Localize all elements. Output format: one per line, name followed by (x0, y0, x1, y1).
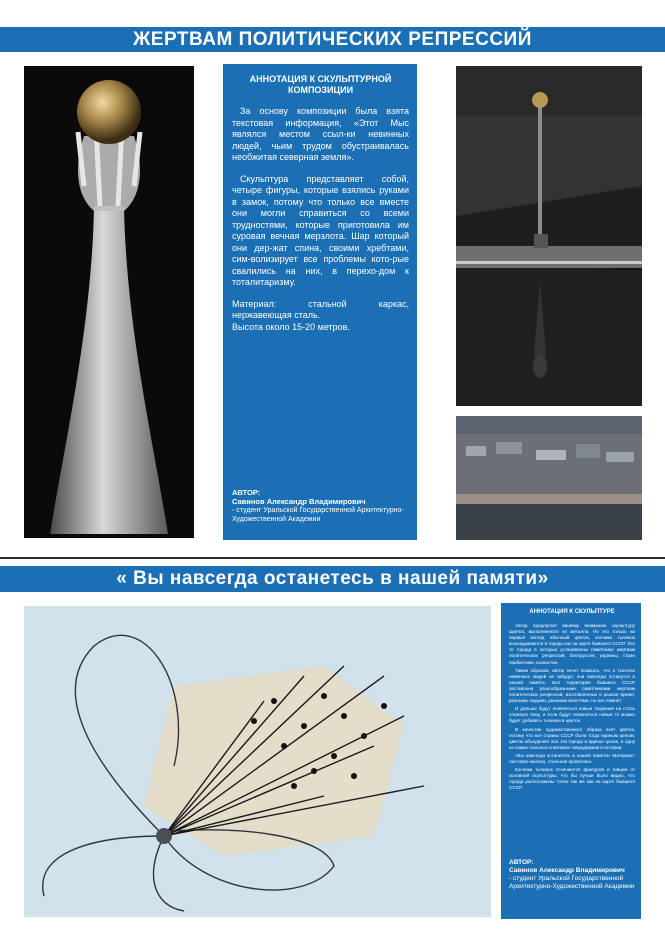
annotation-paragraph: За основу композиции была взята текстовая информация, «Этот Мыс являлся местом ссыл-ки невинных людей, чьим трудом обустраивалась необжитая северная земля». (232, 106, 409, 162)
town-view-image (456, 416, 642, 540)
annotation-paragraph: Автор предлагает вашему вниманию скульптуру Цветка, выполненного из металла. Но это только на первый взгляд обычный цветок, кончики тычинок выкладываются в города как на карте бывшего СССР. Это те города в которых установлены памятники жертвам политических репрессий, белоруссия, украины, стран прибалтики, казахстан. (509, 623, 635, 665)
author-label: АВТОР: (232, 488, 261, 497)
author-block (509, 859, 641, 891)
page-title-banner: ЖЕРТВАМ ПОЛИТИЧЕСКИХ РЕПРЕССИЙ (0, 27, 665, 52)
sculpture-annotation-panel (223, 64, 417, 540)
author-description: - студент Уральской Государственной Архитектурно-Художественной Академии (232, 507, 404, 523)
author-label: АВТОР: (509, 859, 534, 866)
night-view-image (456, 66, 642, 406)
annotation-paragraph: «Вы навсегда останетесь в нашей памяти» Материал: листовое железо, стальная проволока. (509, 752, 635, 764)
annotation-title: АННОТАЦИЯ К СКУЛЬПТУРЕ (529, 609, 615, 615)
author-block (232, 488, 417, 524)
section-title-banner: « Вы навсегда останетесь в нашей памяти» (0, 566, 665, 592)
author-description: - студент Уральской Государственной Архитектурно-Художественной Академии (509, 875, 635, 890)
annotation-paragraph: В качестве художественного образа взят цветок, потому что все страны СССР были тогда единым целым, цветок объединяет все эти города в единое целое, в одну из самых сильных и великих сверхдержав в истории. (509, 726, 635, 750)
flower-annotation-panel (501, 603, 641, 919)
annotation-title: АННОТАЦИЯ К СКУЛЬПТУРНОЙ КОМПОЗИЦИИ (249, 74, 392, 95)
flower-sculpture-sketch-image (24, 606, 491, 917)
section-divider (0, 557, 665, 559)
author-name: Савинов Александр Владимирович (232, 497, 366, 506)
annotation-paragraph: Кончики тычинок отличаются фактурой и гивцем от основной скульптуры, что бы лучше было видно, что города расположены точно так же как на карте бывшего СССР. (509, 767, 635, 791)
annotation-paragraph: Таким образом, автор хочет показать, что о тысячах невинных людей не забудут, они навсегда останутся в нашей памяти. Вся территория бывшего СССР заставлена разнообразными памятниками жертвам политических репрессий, изготовленных в разное время, разными людьми, разными властями, но все помнят. (509, 667, 635, 704)
material-text: Материал: стальной каркас, нержавеющая сталь. Высота около 15-20 метров. (232, 298, 409, 332)
annotation-paragraph: Скульптура представляет собой, четыре фигуры, которые взялись руками в замок, потому что только все вместе они могли справиться со всеми трудностями, которые приготовила им суровая вечная мерзлота. Шар который они дер-жат спина, своими хребтами, сим-волизирует все проблемы кото-рые свалились на них, в перехо-дом к тоталитаризму. (232, 173, 409, 287)
sculpture-render-image (24, 66, 194, 538)
annotation-paragraph: И дальше будут появляться новые творения на столь сложную тему, и если будут появляться новые то можно будет добавить тычинки в цветок. (509, 706, 635, 724)
author-name: Савинов Александр Владимирович (509, 867, 625, 874)
